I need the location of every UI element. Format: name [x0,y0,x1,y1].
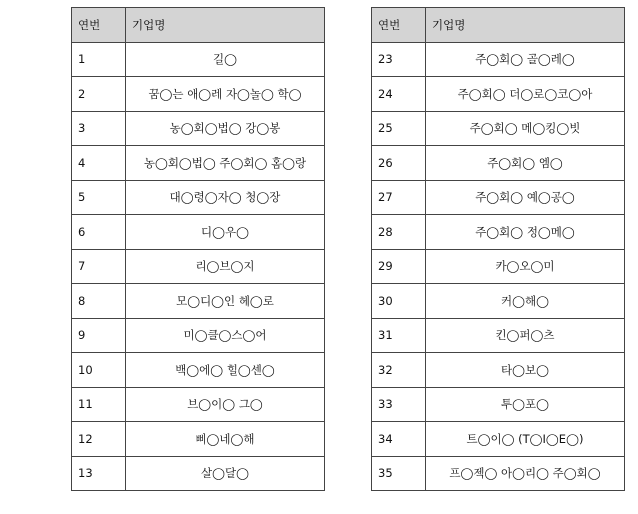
table-row [72,284,325,319]
row-number: 9 [72,318,126,353]
row-number: 10 [72,353,126,388]
row-number: 3 [72,111,126,146]
table-row [72,249,325,284]
table-row [72,318,325,353]
table-row [372,180,625,215]
table-row [372,318,625,353]
table-row [72,422,325,457]
row-number: 6 [72,215,126,250]
table-row [372,215,625,250]
company-name: 킨◯퍼◯츠 [426,318,625,353]
row-number: 25 [372,111,426,146]
company-name: 주◯회◯ 정◯메◯ [426,215,625,250]
row-number: 33 [372,387,426,422]
company-name: 백◯에◯ 힐◯센◯ [126,353,325,388]
table-row [72,42,325,77]
table-row [372,42,625,77]
row-number: 35 [372,456,426,491]
company-name: 주◯회◯ 더◯로◯코◯아 [426,77,625,112]
table-row [372,284,625,319]
table-row [372,387,625,422]
company-name: 리◯브◯지 [126,249,325,284]
table-row [72,215,325,250]
row-number: 34 [372,422,426,457]
row-number: 5 [72,180,126,215]
row-number: 4 [72,146,126,181]
table-row [372,146,625,181]
row-number: 2 [72,77,126,112]
header-row [72,8,325,43]
row-number: 24 [372,77,426,112]
row-number: 8 [72,284,126,319]
header-company-name: 기업명 [126,8,325,43]
company-name: 투◯포◯ [426,387,625,422]
company-name: 농◯회◯법◯ 주◯회◯ 홈◯랑 [126,146,325,181]
row-number: 31 [372,318,426,353]
row-number: 12 [72,422,126,457]
header-number: 연번 [72,8,126,43]
company-name: 모◯디◯인 헤◯로 [126,284,325,319]
table-row [72,387,325,422]
company-name: 길◯ [126,42,325,77]
table-row [372,456,625,491]
company-name: 카◯오◯미 [426,249,625,284]
company-table-right [371,7,625,491]
company-name: 농◯회◯법◯ 강◯봉 [126,111,325,146]
table-row [72,146,325,181]
row-number: 29 [372,249,426,284]
row-number: 26 [372,146,426,181]
company-name: 타◯보◯ [426,353,625,388]
row-number: 11 [72,387,126,422]
row-number: 7 [72,249,126,284]
table-row [372,422,625,457]
company-name: 트◯이◯ (T◯I◯E◯) [426,422,625,457]
company-name: 미◯클◯스◯어 [126,318,325,353]
company-name: 삐◯네◯해 [126,422,325,457]
table-row [72,456,325,491]
table-row [72,111,325,146]
row-number: 32 [372,353,426,388]
company-name: 커◯해◯ [426,284,625,319]
table-row [372,77,625,112]
row-number: 23 [372,42,426,77]
company-name: 주◯회◯ 예◯공◯ [426,180,625,215]
company-name: 주◯회◯ 메◯킹◯빗 [426,111,625,146]
company-table-left [71,7,325,491]
company-name: 꿈◯는 애◯레 자◯놀◯ 학◯ [126,77,325,112]
company-name: 브◯이◯ 그◯ [126,387,325,422]
table-row [372,249,625,284]
header-row [372,8,625,43]
company-name: 프◯젝◯ 아◯리◯ 주◯회◯ [426,456,625,491]
row-number: 27 [372,180,426,215]
company-name: 디◯우◯ [126,215,325,250]
company-name: 주◯회◯ 엠◯ [426,146,625,181]
table-row [372,353,625,388]
company-name: 살◯달◯ [126,456,325,491]
row-number: 13 [72,456,126,491]
table-row [72,77,325,112]
row-number: 28 [372,215,426,250]
header-company-name: 기업명 [426,8,625,43]
header-number: 연번 [372,8,426,43]
company-name: 주◯회◯ 골◯레◯ [426,42,625,77]
row-number: 1 [72,42,126,77]
table-row [372,111,625,146]
company-name: 대◯령◯자◯ 청◯장 [126,180,325,215]
table-row [72,353,325,388]
table-row [72,180,325,215]
row-number: 30 [372,284,426,319]
